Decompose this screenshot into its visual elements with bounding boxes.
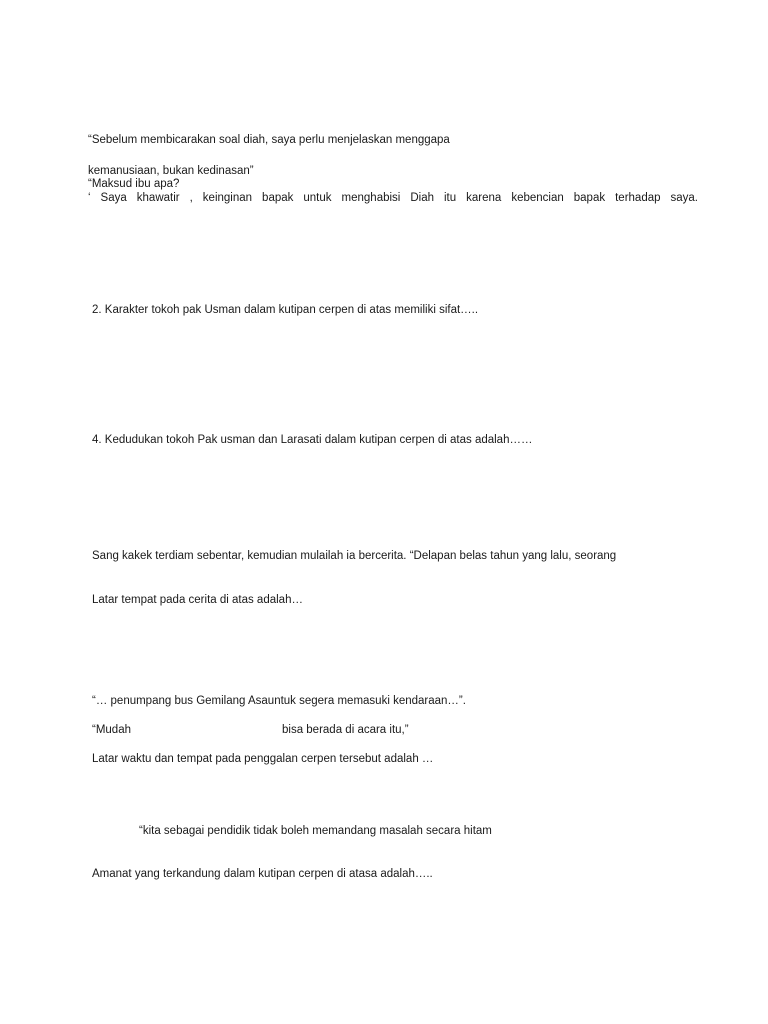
passage1-line2: kemanusiaan, bukan kedinasan”: [88, 165, 254, 177]
passage4-quote: “kita sebagai pendidik tidak boleh memandang masalah secara hitam: [139, 825, 492, 837]
passage1-line1: “Sebelum membicarakan soal diah, saya perlu menjelaskan menggapa: [88, 134, 450, 146]
passage3-quote2-end: bisa berada di acara itu,”: [282, 724, 409, 736]
passage3-question: Latar waktu dan tempat pada penggalan cerpen tersebut adalah …: [92, 753, 434, 765]
passage1-line4: ‘ Saya khawatir , keinginan bapak untuk menghabisi Diah itu karena kebencian bapak terhadap saya.: [88, 192, 698, 204]
passage4-question: Amanat yang terkandung dalam kutipan cerpen di atasa adalah…..: [92, 868, 433, 880]
passage2-question: Latar tempat pada cerita di atas adalah…: [92, 594, 303, 606]
passage3-quote1: “… penumpang bus Gemilang Asauntuk segera memasuki kendaraan…”.: [92, 695, 466, 707]
passage1-line3: “Maksud ibu apa?: [88, 178, 180, 190]
question-2: 2. Karakter tokoh pak Usman dalam kutipan cerpen di atas memiliki sifat…..: [92, 304, 479, 316]
passage3-quote2-start: “Mudah: [92, 724, 131, 736]
passage2-quote: Sang kakek terdiam sebentar, kemudian mulailah ia bercerita. “Delapan belas tahun yang lalu, seorang: [92, 550, 617, 562]
question-4: 4. Kedudukan tokoh Pak usman dan Larasati dalam kutipan cerpen di atas adalah……: [92, 434, 533, 446]
